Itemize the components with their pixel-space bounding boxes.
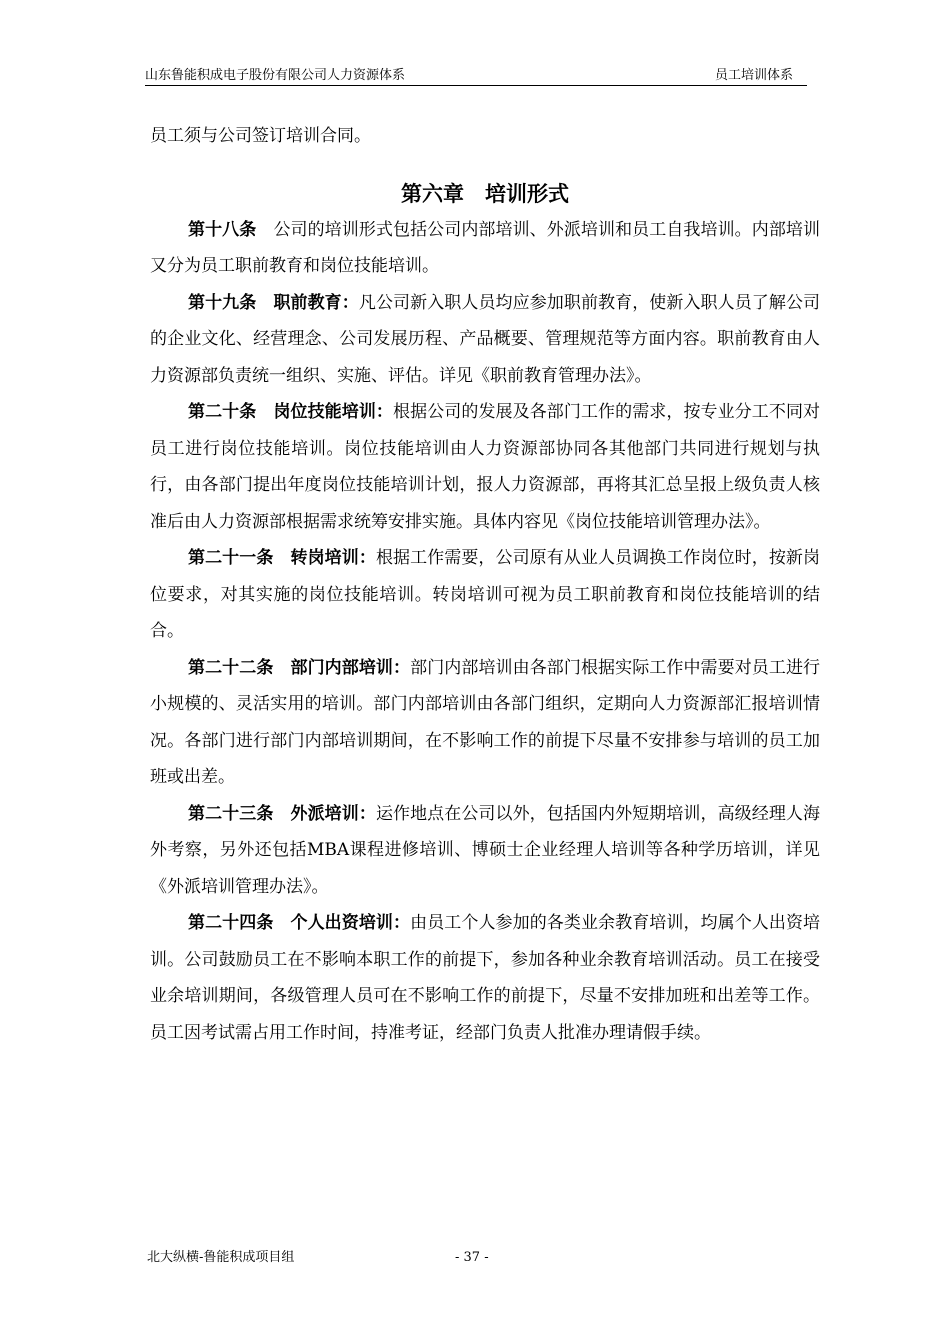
article-title: 外派培训： — [290, 803, 376, 824]
article-body: 由员工个人参加的各类业余教育培训，均属个人出资培训。公司鼓励员工在不影响本职工作的前提下，参加各种业余教育培训活动。员工在接受业余培训期间，各级管理人员可在不影响工作的前提下，尽量不安排加班和出差等工作。员工因考试需占用工作时间，持准考证，经部门负责人批准办理请假手续。 — [150, 913, 821, 1043]
article-19 — [150, 285, 820, 395]
article-number: 第二十二条 — [188, 657, 274, 678]
document-body — [150, 118, 820, 1051]
article-title: 岗位技能培训： — [273, 402, 394, 422]
page-header — [145, 66, 807, 86]
article-body: 运作地点在公司以外，包括国内外短期培训，高级经理人海外考察，另外还包括MBA课程进修培训、博硕士企业经理人培训等各种学历培训，详见《外派培训管理办法》。 — [150, 803, 821, 897]
footer-org: 北大纵横-鲁能积成项目组 — [147, 1250, 295, 1265]
intro-paragraph: 员工须与公司签订培训合同。 — [150, 126, 371, 146]
article-number: 第十八条 — [188, 219, 257, 240]
article-18 — [150, 212, 820, 285]
article-title: 个人出资培训： — [290, 913, 411, 933]
article-body: 部门内部培训由各部门根据实际工作中需要对员工进行小规模的、灵活实用的培训。部门内部培训由各部门组织，定期向人力资源部汇报培训情况。各部门进行部门内部培训期间，在不影响工作的前提下尽量不安排参与培训的员工加班或出差。 — [150, 657, 821, 787]
header-section: 员工培训体系 — [714, 68, 793, 83]
chapter-title: 第六章 培训形式 — [401, 180, 569, 206]
article-body: 凡公司新入职人员均应参加职前教育，使新入职人员了解公司的企业文化、经营理念、公司发展历程、产品概要、管理规范等方面内容。职前教育由人力资源部负责统一组织、实施、评估。详见《职前教育管理办法》。 — [150, 292, 821, 386]
article-title: 部门内部培训： — [290, 657, 411, 678]
article-body: 公司的培训形式包括公司内部培训、外派培训和员工自我培训。内部培训又分为员工职前教育和岗位技能培训。 — [150, 219, 821, 276]
article-24 — [150, 905, 820, 1051]
article-23 — [150, 796, 820, 906]
article-20 — [150, 394, 820, 540]
article-number: 第十九条 — [188, 292, 257, 313]
header-company: 山东鲁能积成电子股份有限公司人力资源体系 — [145, 68, 406, 83]
article-number: 第二十一条 — [188, 548, 274, 568]
article-number: 第二十三条 — [188, 803, 274, 824]
article-body: 根据公司的发展及各部门工作的需求，按专业分工不同对员工进行岗位技能培训。岗位技能培训由人力资源部协同各其他部门共同进行规划与执行，由各部门提出年度岗位技能培训计划，报人力资源部，再将其汇总呈报上级负责人核准后由人力资源部根据需求统筹安排实施。具体内容见《岗位技能培训管理办法》。 — [150, 402, 821, 532]
article-22 — [150, 650, 820, 796]
article-number: 第二十四条 — [188, 913, 274, 933]
page-number: - 37 - — [455, 1250, 489, 1265]
article-body: 根据工作需要，公司原有从业人员调换工作岗位时，按新岗位要求，对其实施的岗位技能培训。转岗培训可视为员工职前教育和岗位技能培训的结合。 — [150, 548, 821, 641]
article-21 — [150, 540, 820, 650]
article-title: 转岗培训： — [290, 548, 376, 568]
article-number: 第二十条 — [188, 402, 257, 422]
article-title: 职前教育： — [273, 292, 359, 313]
